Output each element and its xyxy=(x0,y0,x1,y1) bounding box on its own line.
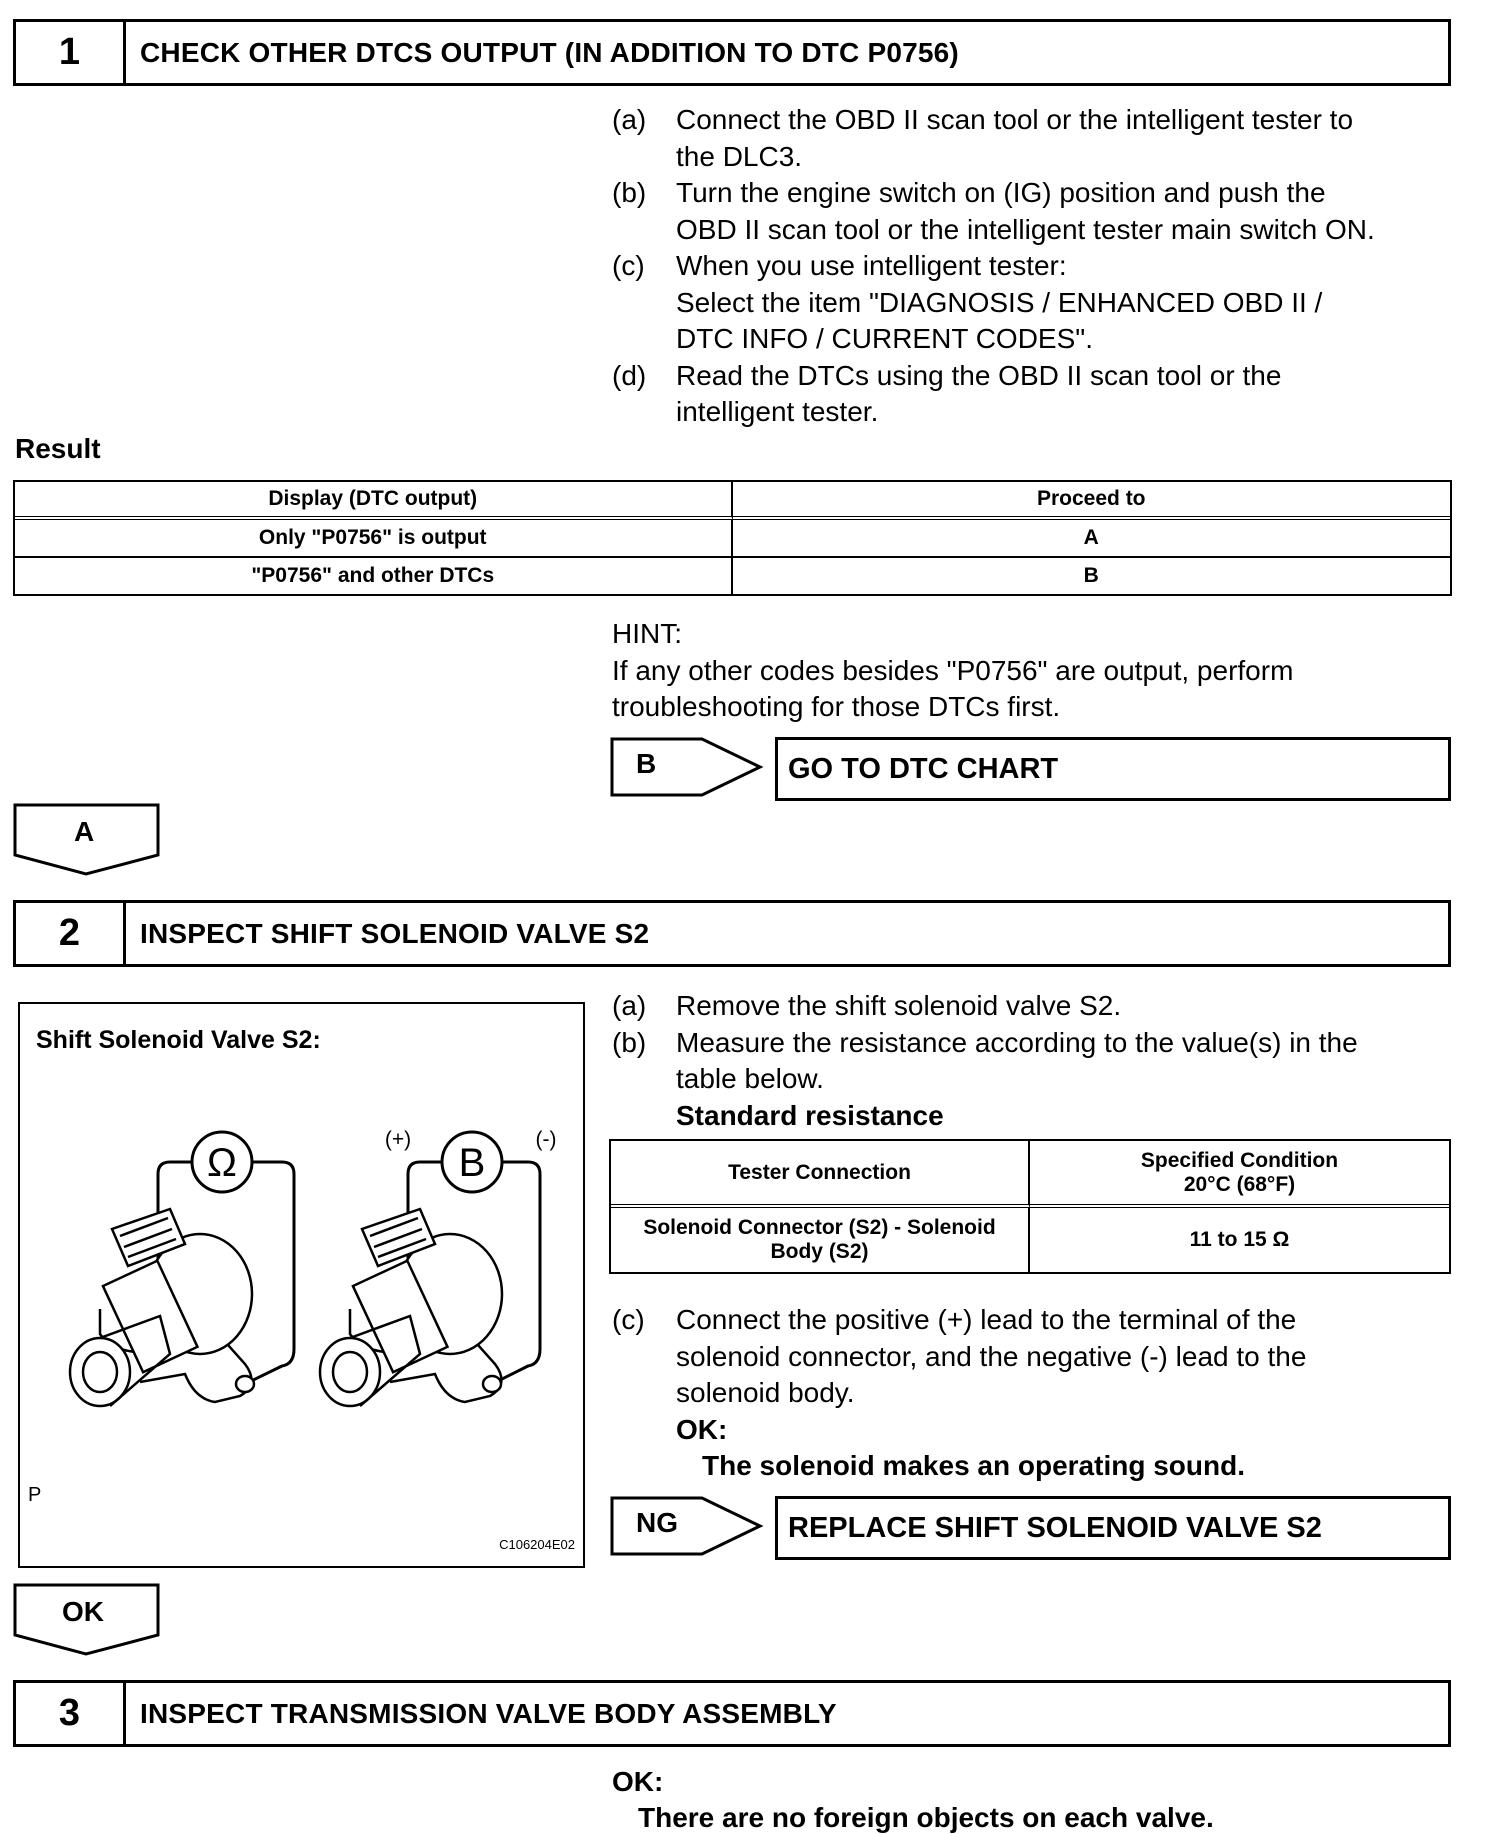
resistance-table xyxy=(609,1139,1451,1274)
illustration-title: Shift Solenoid Valve S2: xyxy=(36,1026,321,1054)
ok-label: OK: xyxy=(676,1413,728,1445)
illustration-code: C106204E02 xyxy=(499,1537,575,1552)
step-title: CHECK OTHER DTCS OUTPUT (IN ADDITION TO DTC P0756) xyxy=(140,36,959,68)
result-table xyxy=(13,480,1452,596)
table-header-cell: Display (DTC output) xyxy=(15,482,733,520)
continue-tag-label: OK xyxy=(62,1596,104,1627)
step-1-header xyxy=(13,19,1451,86)
plus-label: (+) xyxy=(384,1128,412,1151)
solenoid-illustration xyxy=(18,1002,585,1568)
ok-text: The solenoid makes an operating sound. xyxy=(702,1450,1245,1481)
step-number: 3 xyxy=(16,1683,126,1744)
instruction-item: (c) When you use intelligent tester: Select the item "DIAGNOSIS / ENHANCED OBD II / DTC INFO / CURRENT CODES". xyxy=(612,250,1323,354)
hint-text-line: troubleshooting for those DTCs first. xyxy=(612,691,1061,722)
instruction-item: (a) Connect the OBD II scan tool or the intelligent tester to the DLC3. xyxy=(612,104,1354,172)
step-1-instructions xyxy=(612,102,1472,431)
table-cell: B xyxy=(1083,564,1099,587)
branch-tag-label: NG xyxy=(636,1507,678,1538)
hint-block xyxy=(612,616,1442,726)
standard-resistance-heading: Standard resistance xyxy=(676,1099,944,1131)
table-cell: 11 to 15 Ω xyxy=(1189,1228,1290,1251)
step-3-header xyxy=(13,1680,1451,1747)
continue-tag-label: A xyxy=(74,816,95,847)
ohm-symbol: Ω xyxy=(207,1141,237,1185)
hint-text-line: If any other codes besides "P0756" are output, perform xyxy=(612,654,1294,686)
result-heading: Result xyxy=(15,433,101,464)
battery-symbol: B xyxy=(458,1141,486,1185)
step-number: 2 xyxy=(16,903,126,964)
instruction-item: (b) Measure the resistance according to the value(s) in the table below. xyxy=(612,1026,1358,1094)
instruction-item: (b) Turn the engine switch on (IG) position and push the OBD II scan tool or the intelligent tester main switch ON. xyxy=(612,177,1375,245)
wire xyxy=(245,1162,294,1384)
hint-label: HINT: xyxy=(612,618,682,649)
table-cell: Only "P0756" is output xyxy=(15,520,733,558)
table-row xyxy=(15,520,1450,558)
replace-solenoid-box[interactable]: REPLACE SHIFT SOLENOID VALVE S2 xyxy=(775,1496,1451,1560)
table-cell: A xyxy=(733,520,1451,558)
branch-tag-label: B xyxy=(636,748,657,779)
step-2-header xyxy=(13,900,1451,967)
table-row xyxy=(611,1208,1449,1272)
ok-text: There are no foreign objects on each valve. xyxy=(638,1802,1214,1833)
table-header-cell: Specified Condition 20°C (68°F) xyxy=(1030,1141,1449,1208)
instruction-item: (d) Read the DTCs using the OBD II scan tool or the intelligent tester. xyxy=(612,359,1282,427)
instruction-item: (a) Remove the shift solenoid valve S2. xyxy=(612,990,1122,1021)
go-to-dtc-chart-box[interactable]: GO TO DTC CHART xyxy=(775,737,1451,801)
step-number: 1 xyxy=(16,22,126,83)
branch-arrow-tag-ng xyxy=(610,1496,765,1556)
minus-label: (-) xyxy=(535,1128,557,1151)
branch-arrow-tag-b xyxy=(610,737,765,797)
step-2-instruction-c xyxy=(612,1302,1472,1485)
table-header-cell: Proceed to xyxy=(733,482,1451,520)
step-2-instructions xyxy=(612,988,1472,1134)
table-cell: "P0756" and other DTCs xyxy=(15,558,733,594)
table-cell: Solenoid Connector (S2) - Solenoid Body (S2) xyxy=(611,1208,1030,1272)
table-header-row xyxy=(15,482,1450,520)
table-header-cell: Tester Connection xyxy=(611,1141,1030,1208)
solenoid-diagram xyxy=(20,1004,583,1566)
instruction-item: (c) Connect the positive (+) lead to the terminal of the solenoid connector, and the negative (-) lead to the solenoid body. OK: The solenoid makes an operating sound. xyxy=(612,1302,1472,1485)
solenoid-right-icon xyxy=(320,1209,502,1406)
table-row xyxy=(15,558,1450,594)
step-title: INSPECT TRANSMISSION VALVE BODY ASSEMBLY xyxy=(140,1697,837,1729)
step-title: INSPECT SHIFT SOLENOID VALVE S2 xyxy=(140,917,650,949)
solenoid-left-icon xyxy=(70,1209,254,1406)
table-header-row xyxy=(611,1141,1449,1208)
illustration-corner-letter: P xyxy=(28,1484,42,1506)
ok-label: OK: xyxy=(612,1766,664,1797)
